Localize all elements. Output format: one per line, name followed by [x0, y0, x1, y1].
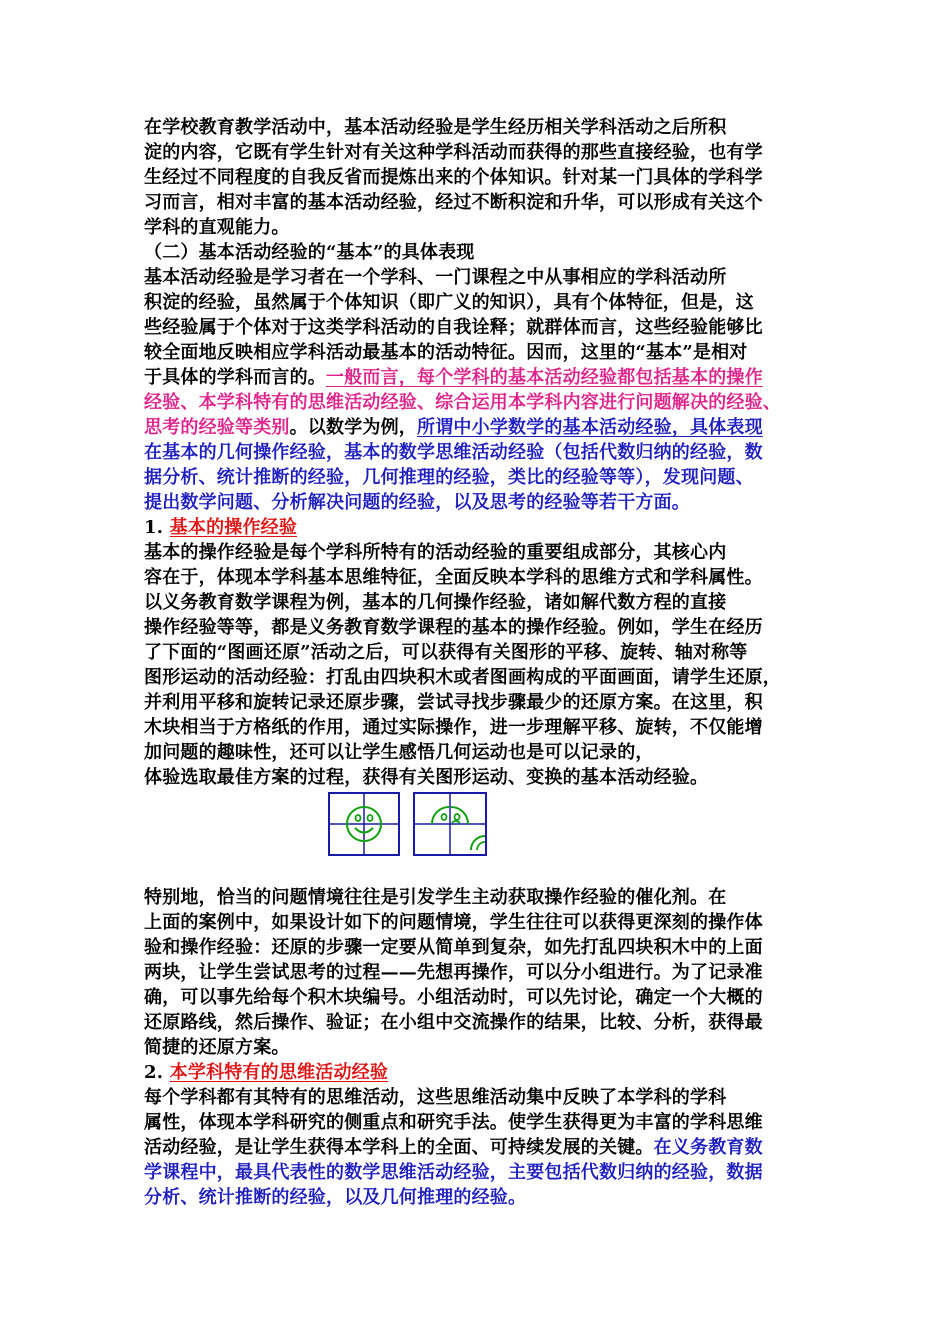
text-segment: 学科的直观能力。: [144, 217, 290, 238]
puzzle-figure: [328, 792, 488, 856]
text-line: [144, 641, 748, 665]
text-line: [144, 911, 763, 935]
text-line: [144, 1136, 763, 1160]
text-segment: 2.: [144, 1062, 170, 1083]
text-line: [144, 241, 475, 265]
text-segment: 思考的经验等类别: [144, 417, 290, 438]
text-line: [144, 141, 763, 165]
text-segment: 属性，体现本学科研究的侧重点和研究手法。使学生获得更为丰富的学科思维: [144, 1112, 763, 1133]
text-segment: 在学校教育教学活动中，基本活动经验是学生经历相关学科活动之后所积: [144, 117, 727, 138]
text-segment: 所谓中小学数学的基本活动经验，具体表现: [417, 417, 763, 438]
text-line: [144, 886, 726, 910]
text-segment: 分析、统计推断的经验，以及几何推理的经验。: [144, 1187, 527, 1208]
text-line: [144, 741, 654, 765]
puzzle-block-assembled: [329, 793, 399, 855]
puzzle-block-scrambled: [414, 793, 486, 855]
text-line: [144, 716, 763, 740]
text-line: [144, 1161, 763, 1185]
text-line: [144, 1061, 388, 1085]
text-segment: 一般而言，每个学科的基本活动经验都包括基本的操作: [326, 367, 763, 388]
text-line: [144, 191, 763, 215]
text-segment: 较全面地反映相应学科活动最基本的活动特征。因而，这里的“基本”是相对: [144, 342, 748, 363]
text-line: [144, 291, 754, 315]
text-segment: 淀的内容，它既有学生针对有关这种学科活动而获得的那些直接经验，也有学: [144, 142, 763, 163]
text-line: [144, 116, 726, 140]
text-segment: 并利用平移和旋转记录还原步骤，尝试寻找步骤最少的还原方案。在这里，积: [144, 692, 763, 713]
text-segment: （二）基本活动经验的“基本”的具体表现: [144, 242, 475, 263]
text-segment: 容在于，体现本学科基本思维特征，全面反映本学科的思维方式和学科属性。: [144, 567, 763, 588]
text-segment: 1.: [144, 517, 170, 538]
text-line: [144, 166, 763, 190]
text-segment: 习而言，相对丰富的基本活动经验，经过不断积淀和升华，可以形成有关这个: [144, 192, 763, 213]
text-segment: 些经验属于个体对于这类学科活动的自我诠释；就群体而言，这些经验能够比: [144, 317, 763, 338]
text-segment: 于具体的学科而言的。: [144, 367, 326, 388]
text-segment: 经验、本学科特有的思维活动经验、综合运用本学科内容进行问题解决的经验、: [144, 392, 781, 413]
text-segment: 基本的操作经验是每个学科所特有的活动经验的重要组成部分，其核心内: [144, 542, 727, 563]
text-segment: 加问题的趣味性，还可以让学生感悟几何运动也是可以记录的，: [144, 742, 654, 763]
text-segment: 确，可以事先给每个积木块编号。小组活动时，可以先讨论，确定一个大概的: [144, 987, 763, 1008]
text-line: [144, 266, 726, 290]
text-segment: 本学科特有的思维活动经验: [169, 1062, 389, 1083]
text-line: [144, 986, 763, 1010]
text-line: [144, 216, 290, 240]
text-segment: 以义务教育数学课程为例，基本的几何操作经验，诸如解代数方程的直接: [144, 592, 727, 613]
text-line: [144, 566, 763, 590]
text-segment: 据分析、统计推断的经验，几何推理的经验，类比的经验等等），发现问题、: [144, 467, 754, 488]
text-segment: 基本活动经验是学习者在一个学科、一门课程之中从事相应的学科活动所: [144, 267, 727, 288]
text-line: [144, 1086, 726, 1110]
text-segment: 木块相当于方格纸的作用，通过实际操作，进一步理解平移、旋转，不仅能增: [144, 717, 763, 738]
text-segment: 两块，让学生尝试思考的过程——先想再操作，可以分小组进行。为了记录准: [144, 962, 763, 983]
text-segment: 了下面的“图画还原”活动之后，可以获得有关图形的平移、旋转、轴对称等: [144, 642, 748, 663]
text-line: [144, 416, 763, 440]
text-segment: 每个学科都有其特有的思维活动，这些思维活动集中反映了本学科的学科: [144, 1087, 727, 1108]
text-line: [144, 691, 763, 715]
text-line: [144, 316, 763, 340]
text-line: [144, 1011, 763, 1035]
text-line: [144, 441, 763, 465]
text-segment: 在基本的几何操作经验，基本的数学思维活动经验（包括代数归纳的经验，数: [144, 442, 763, 463]
text-line: [144, 1186, 526, 1210]
text-line: [144, 341, 748, 365]
text-line: [144, 936, 763, 960]
text-line: [144, 961, 763, 985]
text-line: [144, 766, 708, 790]
text-line: [144, 1111, 763, 1135]
text-segment: 。以数学为例，: [289, 417, 418, 438]
text-segment: 图形运动的活动经验：打乱由四块积木或者图画构成的平面画面，请学生还原，: [144, 667, 781, 688]
text-segment: 还原路线，然后操作、验证；在小组中交流操作的结果，比较、分析，获得最: [144, 1012, 763, 1033]
text-segment: 简捷的还原方案。: [144, 1037, 290, 1058]
text-segment: 特别地，恰当的问题情境往往是引发学生主动获取操作经验的催化剂。在: [144, 887, 727, 908]
text-line: [144, 366, 763, 390]
text-segment: 活动经验，是让学生获得本学科上的全面、可持续发展的关键。: [144, 1137, 654, 1158]
text-line: [144, 1036, 290, 1060]
text-line: [144, 391, 781, 415]
text-segment: 操作经验等等，都是义务教育数学课程的基本的操作经验。例如，学生在经历: [144, 617, 763, 638]
text-line: [144, 616, 763, 640]
text-segment: 提出数学问题、分析解决问题的经验，以及思考的经验等若干方面。: [144, 492, 690, 513]
text-segment: 生经过不同程度的自我反省而提炼出来的个体知识。针对某一门具体的学科学: [144, 167, 763, 188]
text-segment: 体验选取最佳方案的过程，获得有关图形运动、变换的基本活动经验。: [144, 767, 709, 788]
text-segment: 积淀的经验，虽然属于个体知识（即广义的知识），具有个体特征，但是，这: [144, 292, 754, 313]
text-segment: 学课程中，最具代表性的数学思维活动经验，主要包括代数归纳的经验，数据: [144, 1162, 763, 1183]
text-line: [144, 541, 726, 565]
text-line: [144, 516, 297, 540]
text-segment: 在义务教育数: [653, 1137, 763, 1158]
text-line: [144, 466, 754, 490]
text-line: [144, 591, 726, 615]
text-segment: 上面的案例中，如果设计如下的问题情境，学生往往可以获得更深刻的操作体: [144, 912, 763, 933]
text-segment: 验和操作经验：还原的步骤一定要从简单到复杂，如先打乱四块积木中的上面: [144, 937, 763, 958]
text-line: [144, 491, 690, 515]
text-segment: 基本的操作经验: [169, 517, 298, 538]
text-line: [144, 666, 781, 690]
